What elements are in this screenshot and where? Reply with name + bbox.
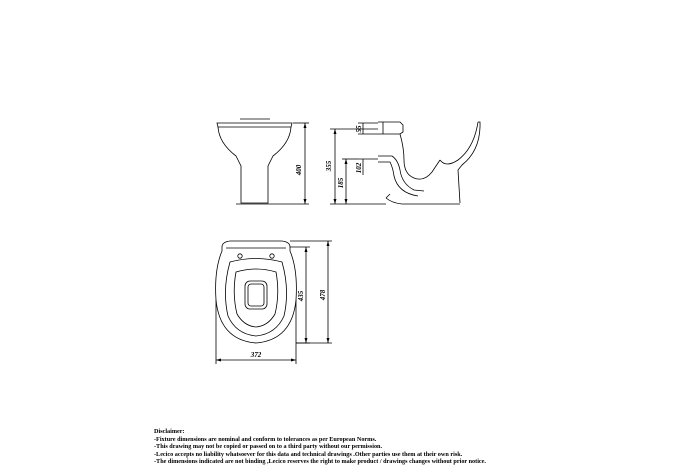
dim-front-400: 400 — [295, 164, 303, 176]
dim-side-102: 102 — [355, 162, 363, 174]
dim-plan-435: 435 — [297, 290, 305, 302]
disclaimer-title: Disclaimer: — [154, 428, 185, 435]
dim-plan-478: 478 — [319, 289, 327, 301]
disclaimer-block — [154, 428, 674, 466]
plan-dimensions — [216, 241, 332, 364]
disclaimer-line: -Lecico accepts no liability whatsoever for this data and technical drawings .Other parties use them at their own risk. — [154, 450, 463, 458]
disclaimer-line: -This drawing may not be copied or passed on to a third party without our permission. — [154, 443, 383, 451]
dim-plan-372: 372 — [250, 351, 262, 359]
disclaimer-line: -Fixture dimensions are nominal and conform to tolerances as per European Norms. — [154, 435, 377, 443]
dim-side-185: 185 — [337, 177, 345, 189]
side-view — [378, 122, 480, 204]
front-view — [217, 119, 292, 204]
dim-side-55: 55 — [355, 125, 363, 133]
disclaimer-line: -The dimensions indicated are not binding ,Lecico reserves the right to make product / drawings changes without prior notice. — [154, 458, 486, 466]
front-dimension-400 — [273, 123, 309, 204]
plan-view — [216, 241, 297, 343]
dim-side-355: 355 — [325, 160, 333, 172]
